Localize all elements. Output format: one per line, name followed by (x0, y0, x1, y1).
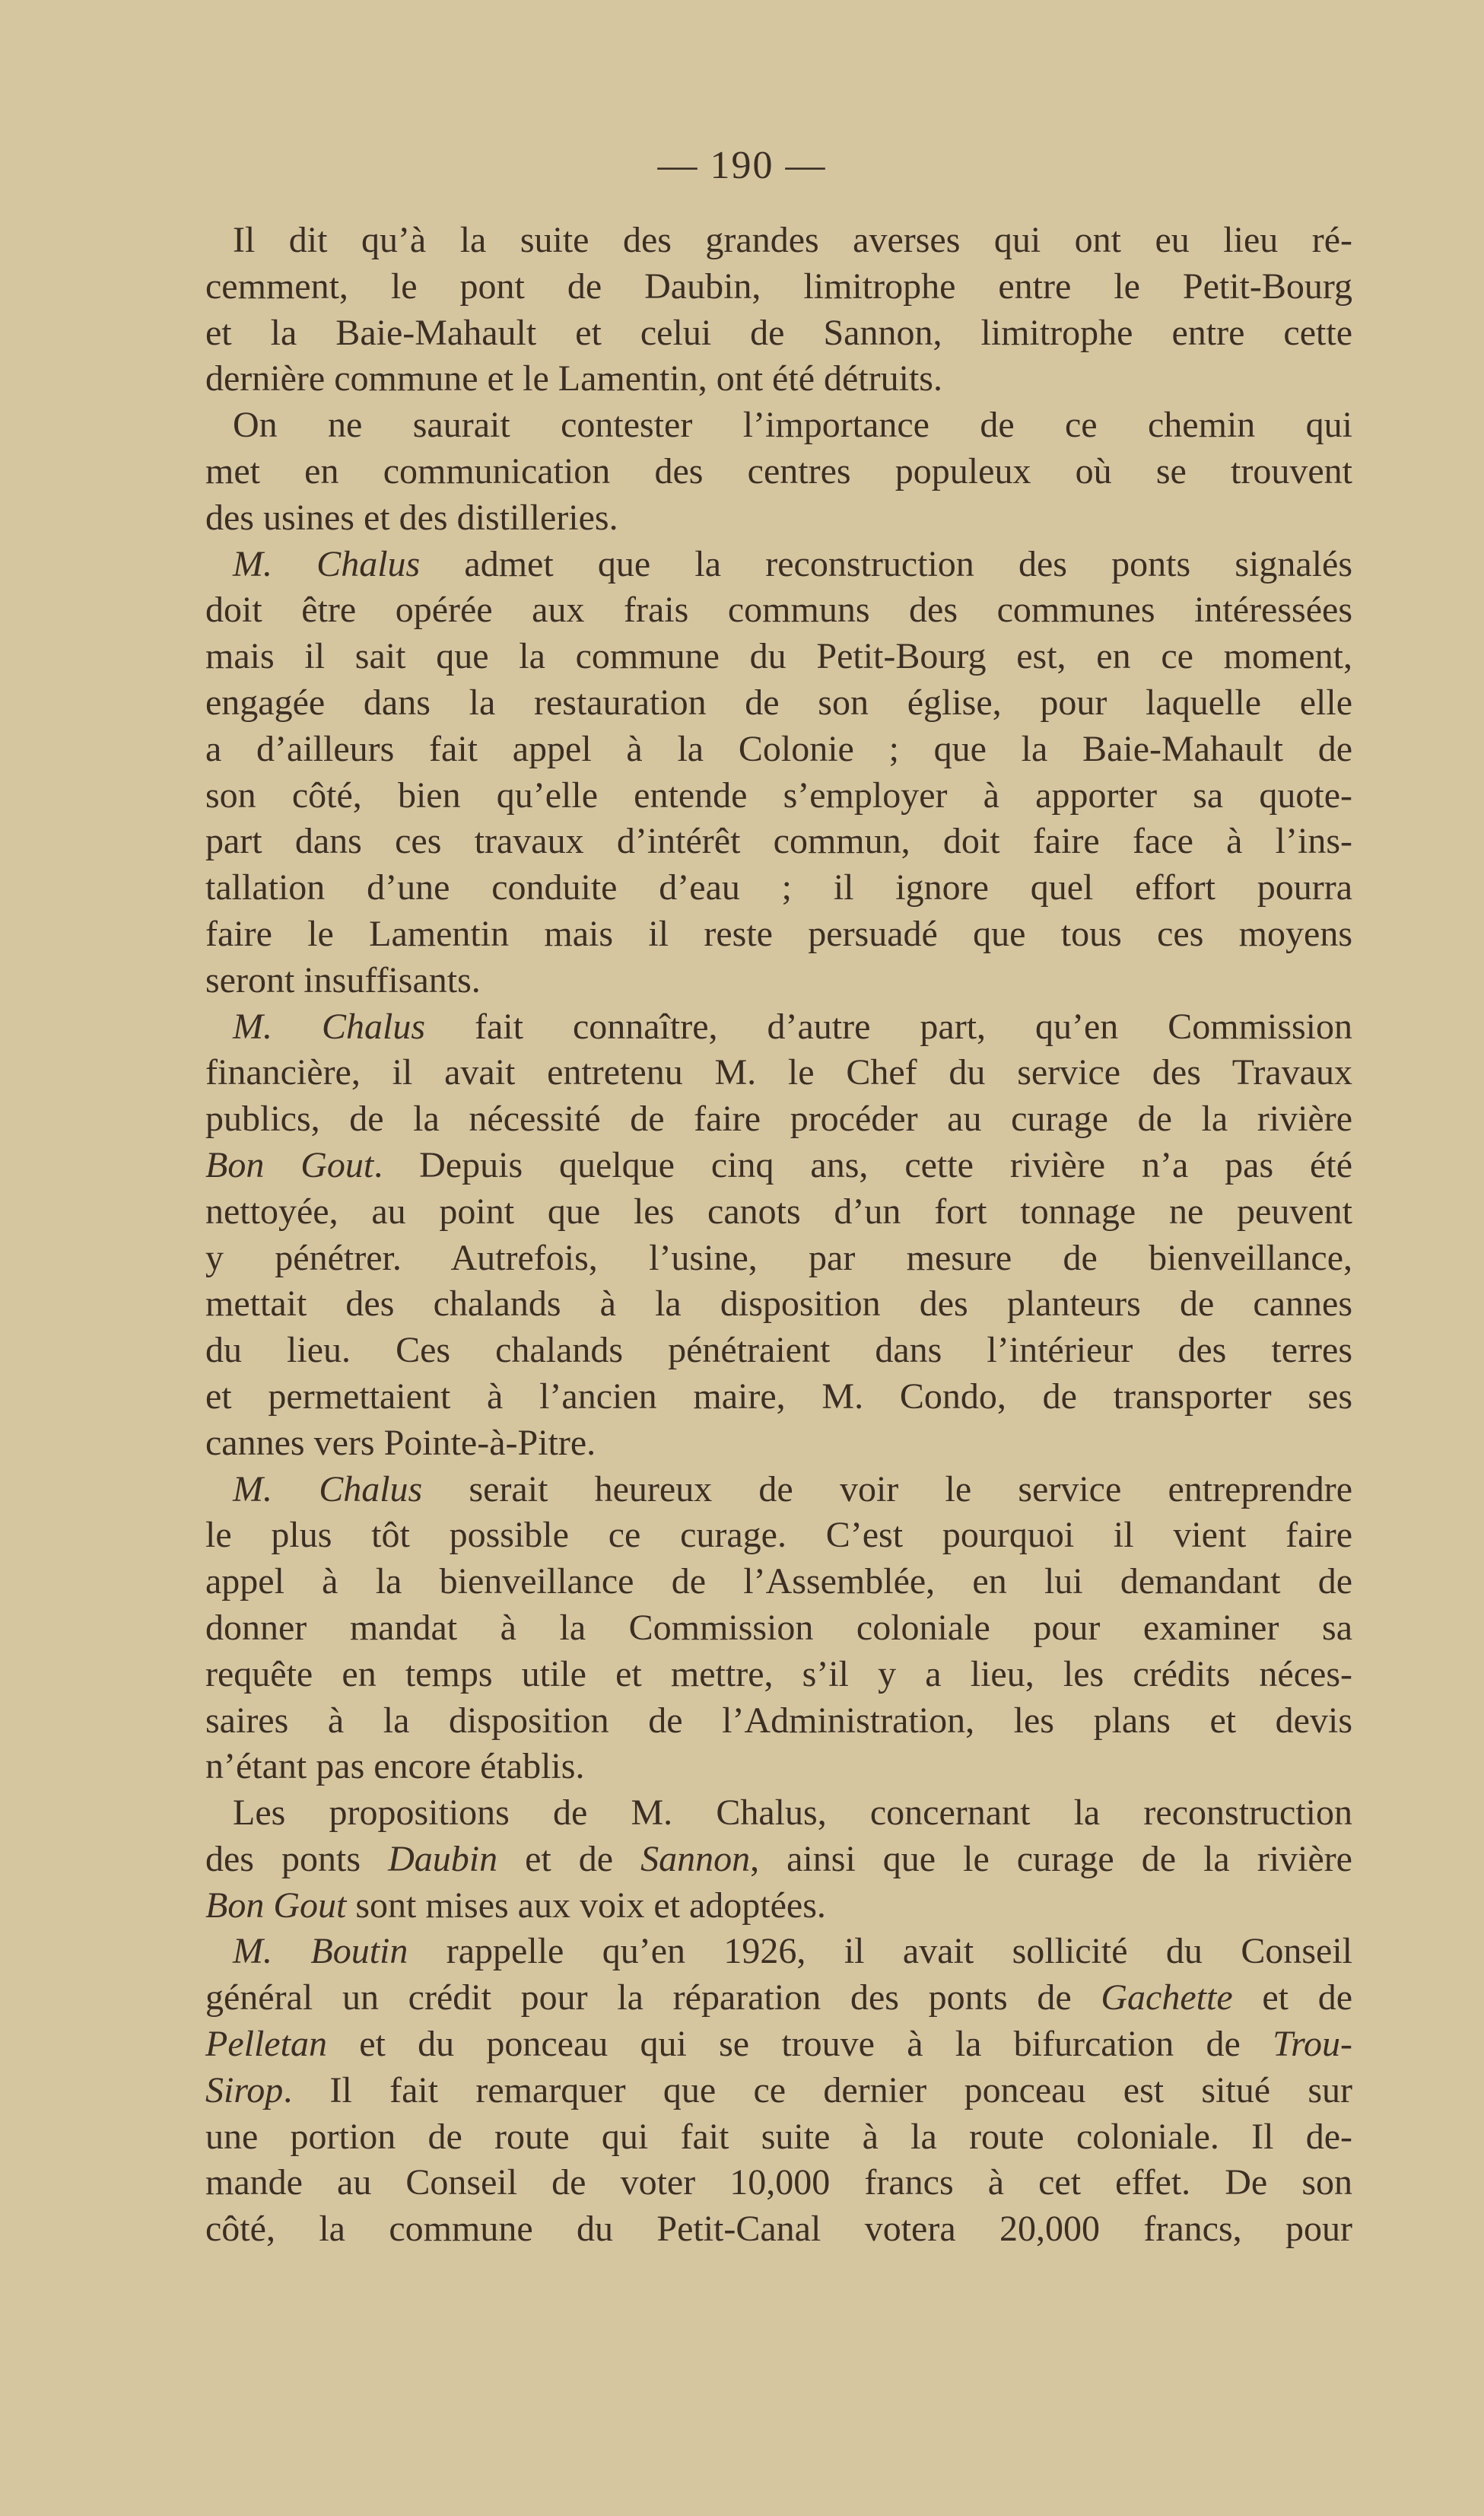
text-segment: et de (1232, 1977, 1353, 2018)
text-segment: des ponts (205, 1838, 389, 1879)
text-segment: et du ponceau qui se trouve à la bifurcation de (326, 2024, 1273, 2065)
paragraph (205, 1004, 1352, 1467)
text-line (205, 218, 1352, 264)
text-segment: . Il fait remarquer que ce dernier ponceau est situé sur (283, 2069, 1352, 2110)
text-segment: y pénétrer. Autrefois, l’usine, par mesure de bienveillance, (205, 1237, 1352, 1278)
text-segment: mettait des chalands à la disposition des planteurs de cannes (205, 1283, 1352, 1325)
italic-text: M. Chalus (233, 1468, 423, 1509)
text-line (205, 865, 1352, 911)
text-line (205, 1467, 1352, 1513)
text-line (205, 1281, 1352, 1328)
paragraph (205, 542, 1352, 1004)
text-segment: a d’ailleurs fait appel à la Colonie ; que la Baie-Mahault de (205, 728, 1352, 769)
text-segment: et de (497, 1838, 641, 1879)
text-line (205, 587, 1352, 634)
text-segment: Les propositions de M. Chalus, concernant la reconstruction (233, 1792, 1352, 1834)
text-segment: doit être opérée aux frais communs des communes intéressées (205, 590, 1352, 631)
italic-text: M. Boutin (233, 1931, 408, 1972)
text-segment: publics, de la nécessité de faire procéder au curage de la rivière (205, 1099, 1352, 1140)
italic-text: Trou- (1273, 2024, 1352, 2065)
text-segment: met en communication des centres populeux où se trouvent (205, 450, 1352, 491)
paragraph (205, 1929, 1352, 2253)
text-line (205, 402, 1352, 449)
text-segment: et permettaient à l’ancien maire, M. Condo, de transporter ses (205, 1376, 1352, 1417)
text-segment: fait connaître, d’autre part, qu’en Commission (425, 1006, 1353, 1047)
text-segment: n’étant pas encore établis. (205, 1746, 585, 1787)
text-line (205, 495, 1352, 542)
text-line (205, 1744, 1352, 1790)
text-segment: , ainsi que le curage de la rivière (750, 1838, 1352, 1879)
text-line (205, 1374, 1352, 1420)
text-segment: donner mandat à la Commission coloniale pour examiner sa (205, 1607, 1352, 1648)
text-segment: son côté, bien qu’elle entende s’employer à apporter sa quote- (205, 775, 1352, 816)
paragraph (205, 402, 1352, 541)
text-line (205, 958, 1352, 1004)
text-segment: nettoyée, au point que les canots d’un fort tonnage ne peuvent (205, 1191, 1352, 1232)
text-segment: des usines et des distilleries. (205, 497, 618, 538)
text-line (205, 727, 1352, 773)
paragraph (205, 1790, 1352, 1929)
italic-text: Bon Gout (205, 1144, 374, 1185)
text-line (205, 1837, 1352, 1883)
page-number: — 190 — (657, 144, 827, 187)
text-segment: saires à la disposition de l’Administration, les plans et devis (205, 1700, 1352, 1741)
text-line (205, 542, 1352, 588)
text-segment: serait heureux de voir le service entreprendre (422, 1468, 1352, 1509)
italic-text: Sirop (205, 2069, 284, 2110)
text-segment: On ne saurait contester l’importance de ce chemin qui (233, 405, 1352, 446)
text-segment: tallation d’une conduite d’eau ; il ignore quel effort pourra (205, 867, 1352, 908)
text-segment: le plus tôt possible ce curage. C’est pourquoi il vient faire (205, 1515, 1352, 1556)
text-segment: une portion de route qui fait suite à la route coloniale. Il de- (205, 2116, 1352, 2157)
text-line (205, 1050, 1352, 1096)
text-line (205, 680, 1352, 727)
text-line (205, 356, 1352, 402)
text-line (205, 773, 1352, 819)
text-segment: . Depuis quelque cinq ans, cette rivière n’a pas été (373, 1144, 1352, 1185)
text-line (205, 1236, 1352, 1282)
text-segment: financière, il avait entretenu M. le Chef du service des Travaux (205, 1052, 1352, 1093)
body-text (205, 218, 1352, 2253)
text-segment: mais il sait que la commune du Petit-Bourg est, en ce moment, (205, 636, 1352, 677)
text-segment: cemment, le pont de Daubin, limitrophe entre le Petit-Bourg (205, 266, 1352, 307)
text-segment: appel à la bienveillance de l’Assemblée, en lui demandant de (205, 1561, 1352, 1602)
italic-text: Gachette (1101, 1977, 1233, 2018)
text-segment: mande au Conseil de voter 10,000 francs à cet effet. De son (205, 2162, 1352, 2203)
text-segment: et la Baie-Mahault et celui de Sannon, limitrophe entre cette (205, 312, 1352, 353)
text-line (205, 310, 1352, 357)
text-segment: part dans ces travaux d’intérêt commun, doit faire face à l’ins- (205, 821, 1352, 862)
text-line (205, 1559, 1352, 1605)
text-line (205, 2068, 1352, 2114)
text-line (205, 1143, 1352, 1189)
text-line (205, 2021, 1352, 2068)
text-segment: engagée dans la restauration de son église, pour laquelle elle (205, 682, 1352, 723)
text-line (205, 1189, 1352, 1236)
text-segment: du lieu. Ces chalands pénétraient dans l’intérieur des terres (205, 1330, 1352, 1371)
text-line (205, 1790, 1352, 1837)
text-line (205, 911, 1352, 958)
text-line (205, 1605, 1352, 1652)
text-line (205, 1698, 1352, 1745)
text-line (205, 449, 1352, 495)
italic-text: Pelletan (205, 2024, 327, 2065)
italic-text: Bon Gout (205, 1885, 347, 1926)
text-line (205, 2160, 1352, 2206)
text-line (205, 1929, 1352, 1975)
text-segment: Il dit qu’à la suite des grandes averses qui ont eu lieu ré- (233, 220, 1352, 260)
text-segment: général un crédit pour la réparation des ponts de (205, 1977, 1101, 2018)
text-line (205, 264, 1352, 310)
text-line (205, 1512, 1352, 1559)
text-line (205, 2114, 1352, 2161)
text-line (205, 1652, 1352, 1698)
italic-text: M. Chalus (233, 543, 421, 584)
text-segment: faire le Lamentin mais il reste persuadé que tous ces moyens (205, 913, 1352, 954)
italic-text: M. Chalus (233, 1006, 426, 1047)
text-segment: admet que la reconstruction des ponts signalés (420, 543, 1353, 584)
text-segment: sont mises aux voix et adoptées. (346, 1885, 826, 1926)
text-segment: dernière commune et le Lamentin, ont été détruits. (205, 358, 942, 399)
text-line (205, 2206, 1352, 2253)
text-segment: seront insuffisants. (205, 959, 481, 1000)
paragraph (205, 1467, 1352, 1791)
text-line (205, 634, 1352, 680)
text-line (205, 1420, 1352, 1467)
text-segment: requête en temps utile et mettre, s’il y a lieu, les crédits néces- (205, 1653, 1352, 1694)
italic-text: Daubin (388, 1838, 498, 1879)
text-line (205, 1328, 1352, 1374)
italic-text: Sannon (640, 1838, 751, 1879)
text-segment: rappelle qu’en 1926, il avait sollicité du Conseil (408, 1931, 1352, 1972)
text-line (205, 1096, 1352, 1143)
text-line (205, 1975, 1352, 2021)
text-line (205, 1004, 1352, 1051)
text-line (205, 819, 1352, 865)
text-line (205, 1883, 1352, 1929)
text-segment: cannes vers Pointe-à-Pitre. (205, 1422, 596, 1463)
text-segment: côté, la commune du Petit-Canal votera 20,000 francs, pour (205, 2209, 1352, 2250)
paragraph (205, 218, 1352, 402)
